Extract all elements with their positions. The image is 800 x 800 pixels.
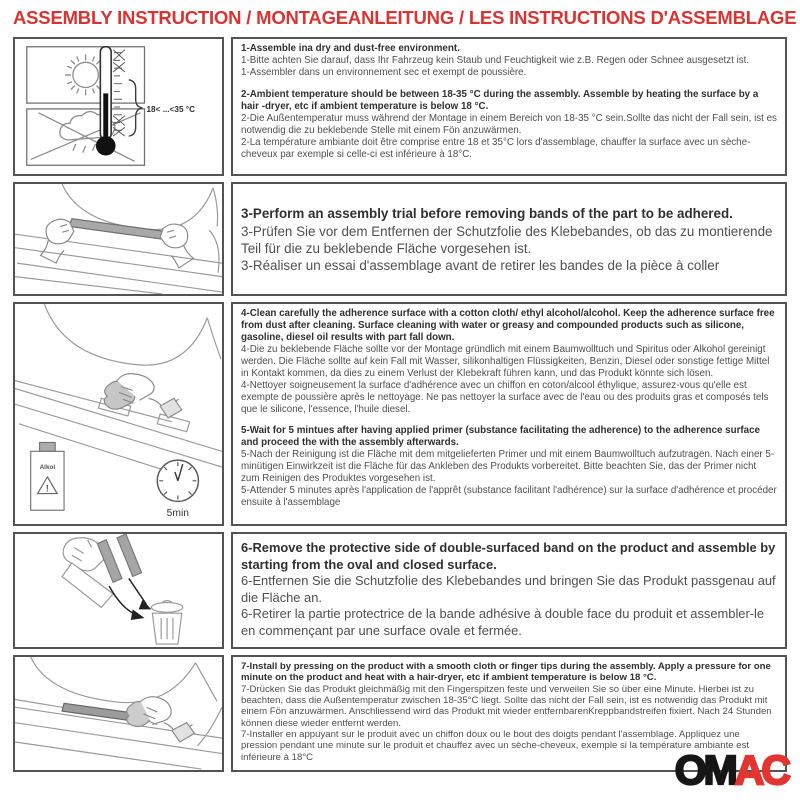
trial-fit-icon	[15, 184, 222, 294]
sill-trim-strip	[69, 219, 164, 239]
instruction-line-en: 2-Ambient temperature should be between 18-35 °C during the assembly. Assemble by heating the surface by a hair -dryer, etc if ambient temperature is below 18 °C.	[241, 88, 759, 112]
instruction-text-4	[231, 532, 787, 649]
instruction-row-5	[13, 655, 787, 772]
instruction-line-en: 5-Wait for 5 mintues after having applied primer (substance facilitating the adherence) to the adherence surface and proceed the with the assembly afterwards.	[241, 425, 760, 449]
environment-icon	[15, 39, 222, 174]
trash-can-icon	[151, 601, 182, 644]
protective-strips	[97, 534, 141, 582]
arrow-icon	[109, 578, 151, 620]
omac-logo	[674, 747, 788, 793]
page-title: ASSEMBLY INSTRUCTION / MONTAGEANLEITUNG / LES INSTRUCTIONS D'ASSEMBLAGE	[13, 7, 797, 28]
instruction-line-de: 2-Die Außentemperatur muss während der Montage in einem Bereich von 18-35 °C sein.Sollte das nicht der Fall sein, ist es notwendig die zu beklebende Stelle mit einem Fön anzuwärmen.	[241, 112, 777, 136]
cleaning-illustration	[13, 302, 224, 526]
wait-time-label: 5min	[166, 508, 190, 520]
instruction-line-de: 4-Die zu beklebende Fläche sollte vor der Montage gründlich mit einem Baumwolltuch und Spiritus oder Alkohol gereinigt werden. Die Fläche sollte auf kein Fall mit Wasser, silikonhaltigen Flüssigkeiten, Benzin, Diesel oder sonstige fettige Mittel in Kontakt kommen, da dies zu einem Verlust der Klebekraft führen kann, und das Produkt könnte sich lösen.	[241, 343, 770, 379]
instruction-row-1	[13, 37, 787, 176]
instruction-line-fr: 4-Nettoyer soigneusement la surface d'adhérence avec un chiffon en coton/alcool éthylique, assurez-vous qu'elle est exempte de poussière après le nettoyage. Ne pas nettoyer la surface avec de l'eau ou des produits gras et composés tels que le silicone, l'essence, l'huile diesel.	[241, 379, 769, 415]
logo-text-red: AC	[734, 747, 788, 793]
instruction-line-de: 1-Bitte achten Sie darauf, dass Ihr Fahrzeug kein Staub und Feuchtigkeit wie z.B. Regen oder Schnee ausgesetzt ist.	[241, 54, 750, 66]
instruction-line-de: 3-Prüfen Sie vor dem Entfernen der Schutzfolie des Klebebandes, ob das zu montierende Teil für die zu beklebende Fläche vorgesehen ist.	[241, 223, 773, 256]
instruction-row-3	[13, 302, 787, 526]
temp-range-label: 18< ...<35 °C	[146, 104, 196, 114]
clock-icon	[157, 460, 198, 519]
instruction-line-de: 7-Drücken Sie das Produkt gleichmäßig mit den Fingerspitzen feste und verweilen Sie so über eine Minute. Hierbei ist zu beachten, dass die Außentemperatur zwischen 18-35°C liegt. Sollte das nicht der Fall sein, ist es notwendig das Produkt mit einem Fön anzuwärmen. Anschliessend wird das Produkt mit wieder entfernbarenKreppbandstreifen fixiert. Nach 24 Stunden können diese wieder entfernt werden.	[241, 683, 772, 729]
instruction-line-fr: 5-Attender 5 minutes après l'application de l'apprêt (substance facilitant l'adhérence) sur la surface d'adhérence et procéder ensuite à l'assemblage	[241, 485, 777, 509]
logo-text-black: OM	[674, 747, 735, 793]
instruction-line-de: 6-Entfernen Sie die Schutzfolie des Klebebandes und bringen Sie das Produkt passgenau auf die Fläche an.	[241, 573, 776, 605]
alcohol-bottle-icon	[31, 442, 64, 510]
instruction-line-en: 7-Install by pressing on the product with a smooth cloth or finger tips during the assembly. Apply a pressure for one minute on the product and heat with a hair-dryer, etc if ambient temperature is below 18 °C.	[241, 661, 771, 684]
instruction-line-en: 3-Perform an assembly trial before removing bands of the part to be adhered.	[241, 206, 733, 222]
press-install-icon	[15, 657, 222, 770]
peel-band-icon	[15, 534, 222, 647]
instruction-line-fr: 7-Installer en appuyant sur le produit avec un chiffon doux ou le bout des doigts pendant l'assemblage. Appliquez une pression pendant une minute sur le produit et chauffez avec un sèche-cheveux, exemple si la température ambiante est inférieure à 18°C	[241, 728, 750, 763]
thermometer-icon	[96, 47, 195, 156]
instruction-line-en: 1-Assemble ina dry and dust-free environment.	[241, 43, 460, 54]
right-hand-icon	[160, 224, 193, 268]
instruction-row-2	[13, 182, 787, 296]
pressing-hand-icon	[127, 697, 195, 742]
rain-crossed-icon	[31, 112, 141, 162]
instruction-line-de: 5-Nach der Reinigung ist die Fläche mit dem mitgelieferten Primer und mit einem Baumwolltuch aufzutragen. Nach einer 5-minütigen Einwirkzeit ist die Fläche für das Ankleben des Produkts vorbereitet. Bitte beachten Sie, das der Primer nicht zum Reinigen des Produktes vorgesehen ist.	[241, 449, 775, 485]
assembly-trial-illustration	[13, 182, 224, 296]
instruction-line-fr: 6-Retirer la partie protectrice de la bande adhésive à double face du produit et assembler-le en commençant par une surface ovale et fermée.	[241, 606, 765, 638]
instruction-line-en: 6-Remove the protective side of double-surfaced band on the product and assemble by starting from the oval and closed surface.	[241, 540, 776, 572]
instruction-line-fr: 1-Assembler dans un environnement sec et exempt de poussière.	[241, 66, 527, 78]
cleaning-hand-icon	[104, 374, 182, 418]
alcohol-label: Alkol	[39, 463, 56, 472]
instruction-row-4	[13, 532, 787, 649]
cleaning-icon	[15, 304, 222, 524]
warning-exclamation: !	[45, 483, 49, 494]
environment-illustration	[13, 37, 224, 176]
instruction-text-2	[231, 182, 787, 296]
instruction-text-3	[231, 302, 787, 526]
instruction-line-fr: 3-Réaliser un essai d'assemblage avant de retirer les bandes de la pièce à coller	[241, 258, 720, 274]
instruction-line-en: 4-Clean carefully the adherence surface with a cotton cloth/ ethyl alcohol/alcohol. Keep the adherence surface free from dust after cleaning. Surface cleaning with water or greasy and compounded products such as silicone, gasoline, diesel oil results with part fall down.	[241, 308, 775, 343]
peel-band-illustration	[13, 532, 224, 649]
instruction-text-1	[231, 37, 787, 176]
instruction-line-fr: 2-La température ambiante doit être comprise entre 18 et 35°C lors d'assemblage, chauffer la surface avec un sèche-cheveux par exemple si celle-ci est inférieure à 18°C.	[241, 136, 751, 160]
press-install-illustration	[13, 655, 224, 772]
